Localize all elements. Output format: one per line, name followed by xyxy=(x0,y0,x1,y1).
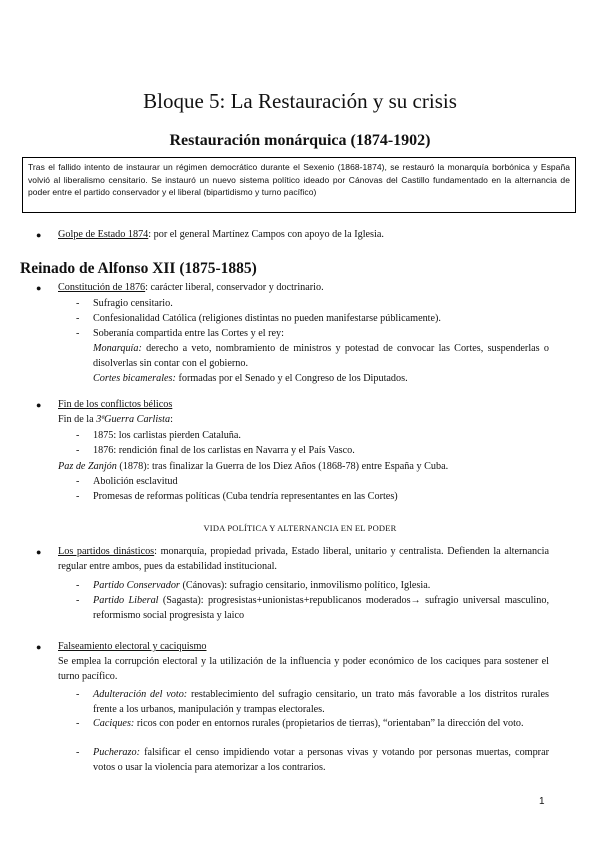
list-item: Abolición esclavitud xyxy=(93,476,178,487)
conflictos-link: Fin de los conflictos bélicos xyxy=(58,399,173,410)
golpe-line xyxy=(58,227,384,242)
dash-icon: - xyxy=(76,476,80,487)
zanjon-label: Paz de Zanjón xyxy=(58,461,117,472)
constitucion-line xyxy=(58,280,324,295)
golpe-text: : por el general Martínez Campos con apoyo de la Iglesia. xyxy=(148,229,384,240)
caciques-label: Caciques: xyxy=(93,718,135,729)
reinado-heading: Reinado de Alfonso XII (1875-1885) xyxy=(20,260,257,277)
cortes-text: Cortes bicamerales: formadas por el Senado y el Congreso de los Diputados. xyxy=(93,373,408,384)
partidos-link: Los partidos dinásticos xyxy=(58,546,155,557)
liberal-label: Partido Liberal xyxy=(93,595,159,606)
carlista-line: Fin de la 3ªGuerra Carlista: xyxy=(58,414,173,425)
constitucion-text: : carácter liberal, conservador y doctrinario. xyxy=(145,282,324,293)
conservador-label: Partido Conservador xyxy=(93,580,180,591)
dash-icon: - xyxy=(76,445,80,456)
bullet-icon: ● xyxy=(36,400,42,410)
constitucion-link: Constitución de 1876 xyxy=(58,282,146,293)
bullet-icon: ● xyxy=(36,547,42,557)
monarquia-text: Monarquía: derecho a veto, nombramiento de ministros y potestad de convocar las Cortes, suspenderlas o disolverlas sin contar con el gobierno. xyxy=(93,343,549,369)
bullet-icon: ● xyxy=(36,283,42,293)
bullet-icon: ● xyxy=(36,642,42,652)
page-title: Bloque 5: La Restauración y su crisis xyxy=(143,89,457,113)
dash-icon: - xyxy=(76,689,80,700)
adulteracion-text: Adulteración del voto: restablecimiento del sufragio censitario, un trato más favorable a los distritos rurales frente a los urbanos, manipulación y trampas electorales. xyxy=(93,689,549,715)
pucherazo-text: Pucherazo: falsificar el censo impidiendo votar a personas vivas y votando por personas muertas, comprar votos o usar la violencia para atemorizar a los contrarios. xyxy=(93,747,549,773)
section-heading: VIDA POLÍTICA Y ALTERNANCIA EN EL PODER xyxy=(203,523,397,533)
dash-icon: - xyxy=(76,491,80,502)
page-number: 1 xyxy=(539,796,545,807)
dash-icon: - xyxy=(76,747,80,758)
liberal-text: Partido Liberal (Sagasta): progresistas+unionistas+republicanos moderados→ sufragio universal masculino, reformismo social progresista y laico xyxy=(93,595,549,621)
list-item: Confesionalidad Católica (religiones distintas no pueden manifestarse públicamente). xyxy=(93,313,441,324)
list-item: Promesas de reformas políticas (Cuba tendría representantes en las Cortes) xyxy=(93,491,398,502)
dash-icon: - xyxy=(76,430,80,441)
list-item: Sufragio censitario. xyxy=(93,298,173,309)
carlista-label: 3ªGuerra Carlista xyxy=(96,414,171,425)
dash-icon: - xyxy=(76,580,80,591)
pucherazo-label: Pucherazo: xyxy=(93,747,140,758)
dash-icon: - xyxy=(76,595,80,606)
dash-icon: - xyxy=(76,718,80,729)
dash-icon: - xyxy=(76,328,80,339)
list-item: 1876: rendición final de los carlistas en Navarra y el País Vasco. xyxy=(93,445,355,456)
monarquia-label: Monarquía: xyxy=(93,343,142,354)
list-item: Soberanía compartida entre las Cortes y el rey: xyxy=(93,328,284,339)
summary-box: Tras el fallido intento de instaurar un régimen democrático durante el Sexenio (1868-1874), se restauró la monarquía borbónica y España volvió al liberalismo censitario. Se instauró un nuevo sistema político ideado por Cánovas del Castillo fundamentado en la alternancia de poder entre el partido conservador y el liberal (bipartidismo y turno pacífico) xyxy=(22,157,576,213)
list-item: 1875: los carlistas pierden Cataluña. xyxy=(93,430,241,441)
partidos-paragraph: Los partidos dinásticos: monarquía, propiedad privada, Estado liberal, unitario y centralista. Defienden la alternancia regular entre ambos, pues da estabilidad institucional. xyxy=(58,546,549,572)
falseamiento-link: Falseamiento electoral y caciquismo xyxy=(58,641,207,652)
cortes-label: Cortes bicamerales: xyxy=(93,373,176,384)
conservador-text: Partido Conservador (Cánovas): sufragio censitario, inmovilismo político, Iglesia. xyxy=(93,580,431,591)
page-subtitle: Restauración monárquica (1874-1902) xyxy=(169,132,431,149)
golpe-link: Golpe de Estado 1874 xyxy=(58,229,149,240)
adulteracion-label: Adulteración del voto: xyxy=(93,689,188,700)
caciques-text: Caciques: ricos con poder en entornos rurales (propietarios de tierras), “orientaban” la dirección del voto. xyxy=(93,718,524,729)
zanjon-line: Paz de Zanjón (1878): tras finalizar la Guerra de los Diez Años (1868-78) entre España y Cuba. xyxy=(58,461,449,472)
falseamiento-paragraph: Se emplea la corrupción electoral y la utilización de la influencia y poder económico de los caciques para sostener el turno pacífico. xyxy=(58,656,549,682)
bullet-icon: ● xyxy=(36,230,42,240)
dash-icon: - xyxy=(76,298,80,309)
dash-icon: - xyxy=(76,313,80,324)
